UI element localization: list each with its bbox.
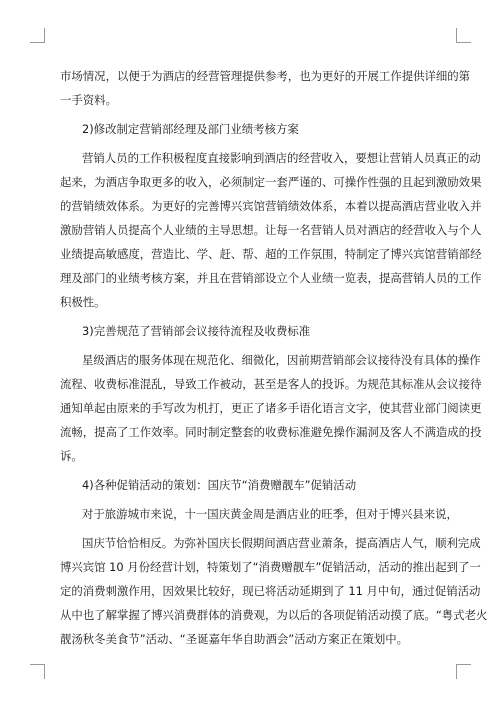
- body-line: 从中也了解掌握了博兴消费群体的消费观，为以后的各项促销活动摸了底。“粤式老火: [60, 608, 488, 622]
- body-line: 博兴宾馆 10 月份经营计划，特策划了“消费赠靓车”促销活动，活动的推出起到了一: [60, 560, 481, 574]
- body-line: 积极性。: [60, 295, 106, 309]
- body-line: 流畅，提高了工作效率。同时制定整套的收费标准避免操作漏洞及客人不满造成的投: [60, 425, 482, 439]
- body-line: 一手资料。: [60, 93, 117, 107]
- body-line: 定的消费刺激作用，因效果比较好，现已将活动延期到了 11 月中旬，通过促销活动: [60, 584, 481, 598]
- body-line: 通知单起由原来的手写改为机打，更正了诸多手语化语言文字，使其营业部门阅读更: [60, 401, 482, 415]
- body-line: 对于旅游城市来说，十一国庆黄金周是酒店业的旺季，但对于博兴县来说，: [82, 507, 458, 521]
- body-line: 营销人员的工作积极程度直接影响到酒店的经营收入，要想让营销人员真正的动: [82, 151, 481, 165]
- body-line: 激励营销人员提高个人业绩的主导思想。让每一名营销人员对酒店的经营收入与个人: [60, 223, 482, 237]
- body-line: 靓汤秋冬美食节”活动、“圣诞嘉年华自助酒会”活动方案正在策划中。: [60, 632, 409, 646]
- section-heading: 3)完善规范了营销部会议接待流程及收费标准: [82, 324, 311, 338]
- crop-mark-top-left: [30, 28, 45, 43]
- crop-mark-bottom-left: [30, 664, 45, 679]
- section-heading: 4)各种促销活动的策划：国庆节“消费赠靓车”促销活动: [82, 478, 357, 492]
- crop-mark-bottom-right: [456, 664, 471, 679]
- body-line: 业绩提高敏感度，营造比、学、赶、帮、超的工作氛围，特制定了博兴宾馆营销部经: [60, 247, 482, 261]
- crop-mark-top-right: [456, 28, 471, 43]
- body-line: 流程、收费标准混乱，导致工作被动，甚至是客人的投诉。为规范其标准从会议接待: [60, 377, 482, 391]
- body-line: 起来，为酒店争取更多的收入，必须制定一套严谨的、可操作性强的且起到激励效果: [60, 175, 482, 189]
- body-line: 市场情况，以便于为酒店的经营管理提供参考，也为更好的开展工作提供详细的第: [60, 69, 471, 83]
- body-line: 的营销绩效体系。为更好的完善博兴宾馆营销绩效体系，本着以提高酒店营业收入并: [60, 199, 482, 213]
- body-line: 理及部门的业绩考核方案，并且在营销部设立个人业绩一览表，提高营销人员的工作: [60, 271, 482, 285]
- body-line: 星级酒店的服务体现在规范化、细微化，因前期营销部会议接待没有具体的操作: [82, 353, 481, 367]
- section-heading: 2)修改制定营销部经理及部门业绩考核方案: [82, 122, 299, 136]
- body-line: 国庆节恰恰相反。为弥补国庆长假期间酒店营业萧条，提高酒店人气，顺利完成: [82, 536, 481, 550]
- body-line: 诉。: [60, 449, 83, 463]
- document-body: [60, 64, 488, 651]
